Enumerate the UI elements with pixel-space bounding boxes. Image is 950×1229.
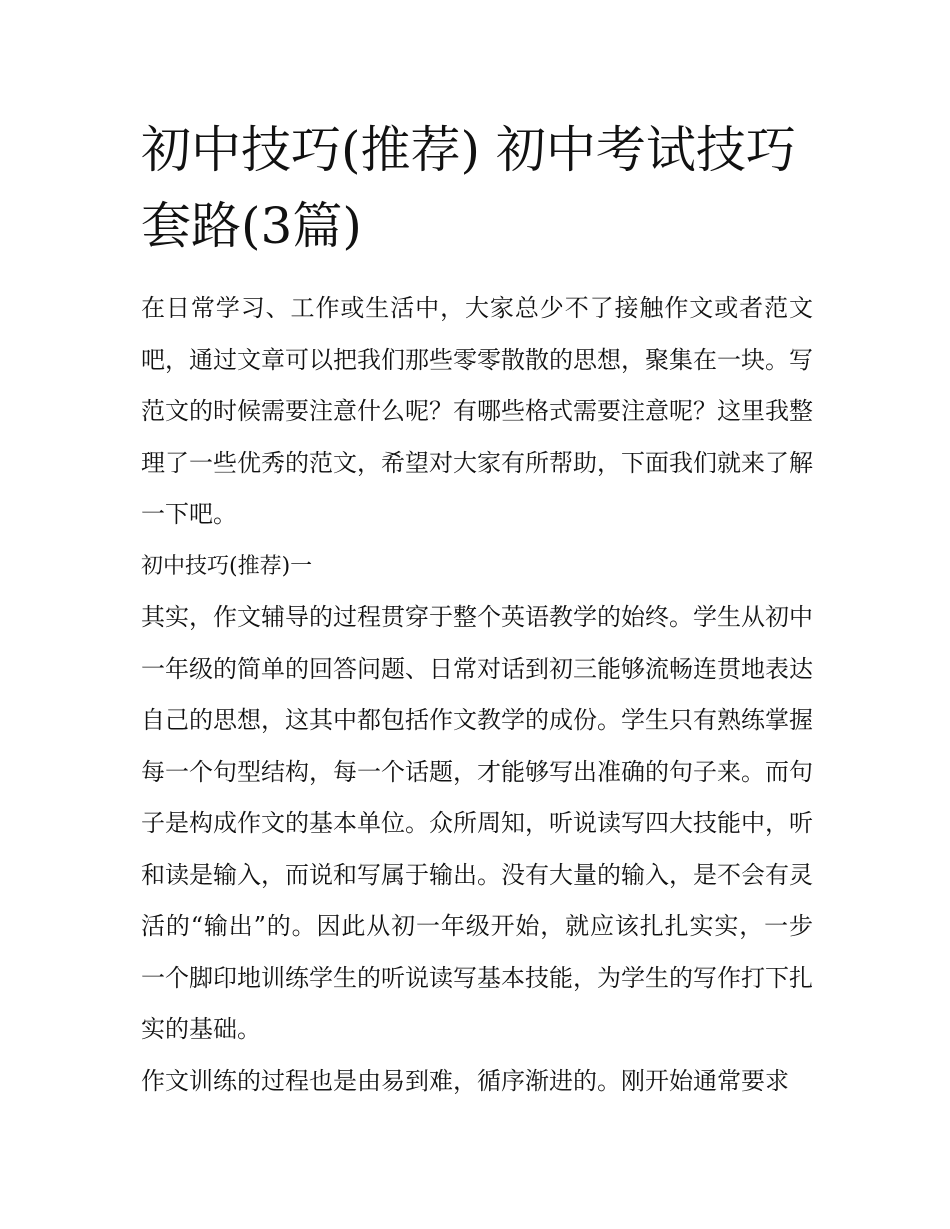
document-title: 初中技巧(推荐) 初中考试技巧套路(3篇)	[141, 121, 796, 255]
body-paragraph-1: 其实，作文辅导的过程贯穿于整个英语教学的始终。学生从初中一年级的简单的回答问题、日常对话到初三能够流畅连贯地表达自己的思想，这其中都包括作文教学的成份。学生只有熟练掌握每一个句型结构，每一个话题，才能够写出准确的句子来。而句子是构成作文的基本单位。众所周知，听说读写四大技能中，听和读是输入，而说和写属于输出。没有大量的输入，是不会有灵活的“输出”的。因此从初一年级开始，就应该扎扎实实，一步一个脚印地训练学生的听说读写基本技能，为学生的写作打下扎实的基础。	[141, 603, 813, 1043]
body-paragraph-2: 作文训练的过程也是由易到难，循序渐进的。刚开始通常要求	[141, 1066, 789, 1095]
section-heading: 初中技巧(推荐)一	[141, 553, 313, 579]
intro-paragraph: 在日常学习、工作或生活中，大家总少不了接触作文或者范文吧，通过文章可以把我们那些零零散散的思想，聚集在一块。写范文的时候需要注意什么呢？有哪些格式需要注意呢？这里我整理了一些优秀的范文，希望对大家有所帮助，下面我们就来了解一下吧。	[141, 294, 813, 528]
document-body	[141, 112, 813, 1107]
